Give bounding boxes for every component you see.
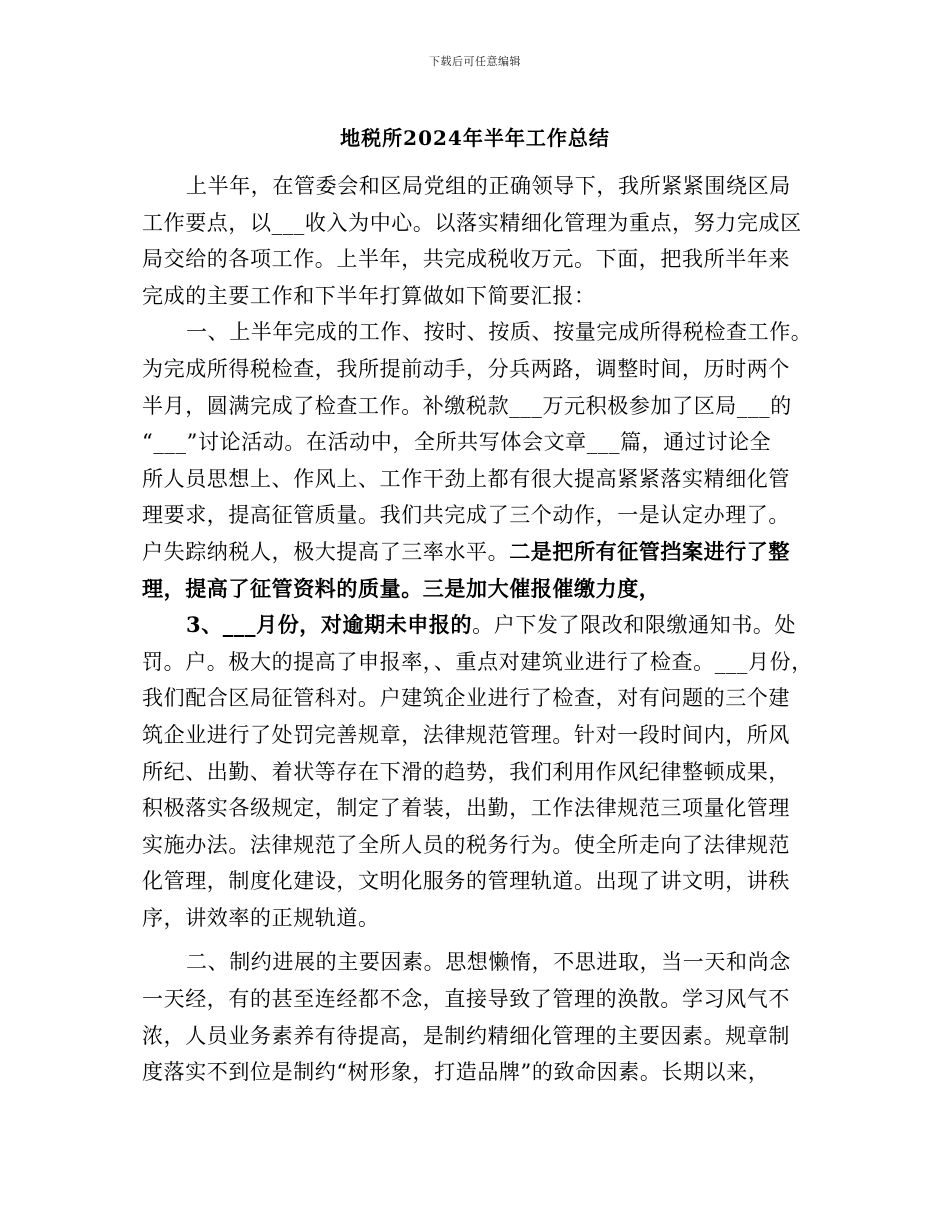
text-line bbox=[142, 754, 830, 791]
section-gap bbox=[142, 936, 830, 944]
line-text: 所纪、出勤、着状等存在下滑的趋势，我们利用作风纪律整顿成果， bbox=[142, 759, 790, 784]
line-bold-text: 二是把所有征管挡案进行了整 bbox=[509, 538, 791, 564]
text-line bbox=[142, 900, 830, 937]
text-line bbox=[142, 241, 830, 278]
text-line bbox=[142, 944, 830, 981]
line-text: 一天经，有的甚至连经都不念，直接导致了管理的涣散。学习风气不 bbox=[142, 987, 790, 1012]
line-text: 度落实不到位是制约“树形象，打造品牌”的致命因素。长期以来， bbox=[142, 1060, 770, 1085]
line-bold-text: 理，提高了征管资料的质量。三是加大催报催缴力度， bbox=[142, 575, 661, 601]
text-line bbox=[142, 424, 830, 461]
line-tail-text: 。户下发了限改和限缴通知书。处 bbox=[472, 613, 797, 638]
text-line bbox=[142, 644, 830, 681]
line-text: 所人员思想上、作风上、工作干劲上都有很大提高紧紧落实精细化管 bbox=[142, 466, 790, 491]
line-text: 完成的主要工作和下半年打算做如下简要汇报： bbox=[142, 283, 596, 308]
line-text: 实施办法。法律规范了全所人员的税务行为。使全所走向了法律规范 bbox=[142, 832, 790, 857]
line-text: 工作要点，以___收入为中心。以落实精细化管理为重点，努力完成区 bbox=[142, 210, 802, 235]
line-text: 筑企业进行了处罚完善规章，法律规范管理。针对一段时间内，所风 bbox=[142, 722, 790, 747]
text-line bbox=[142, 314, 830, 351]
line-text: 为完成所得税检查，我所提前动手，分兵两路，调整时间，历时两个 bbox=[142, 356, 790, 381]
text-line bbox=[142, 1018, 830, 1055]
line-text: 浓，人员业务素养有待提高，是制约精细化管理的主要因素。规章制 bbox=[142, 1023, 790, 1048]
text-line bbox=[142, 827, 830, 864]
line-text: 上半年，在管委会和区局党组的正确领导下，我所紧紧围绕区局 bbox=[186, 174, 791, 198]
line-text: 二、制约进展的主要因素。思想懒惰，不思进取，当一天和尚念 bbox=[186, 950, 791, 975]
header-note: 下载后可任意编辑 bbox=[429, 55, 521, 68]
text-line bbox=[142, 351, 830, 388]
line-text: 我们配合区局征管科对。户建筑企业进行了检查，对有问题的三个建 bbox=[142, 686, 790, 711]
line-text: 罚。户。极大的提高了申报率，、重点对建筑业进行了检查。___月份， bbox=[142, 649, 813, 674]
line-text: 积极落实各级规定，制定了着装，出勤，工作法律规范三项量化管理 bbox=[142, 796, 790, 821]
text-line bbox=[142, 680, 830, 717]
line-text: 局交给的各项工作。上半年，共完成税收万元。下面，把我所半年来 bbox=[142, 247, 790, 272]
text-line bbox=[142, 534, 830, 571]
text-line bbox=[142, 790, 830, 827]
line-text: “___”讨论活动。在活动中，全所共写体会文章___篇，通过讨论全 bbox=[142, 430, 772, 455]
line-bold-text: 3、___月份，对逾期未申报的 bbox=[186, 612, 473, 638]
line-text: 半月，圆满完成了检查工作。补缴税款___万元积极参加了区局___的 bbox=[142, 393, 792, 418]
text-line bbox=[142, 717, 830, 754]
line-text: 理要求，提高征管质量。我们共完成了三个动作，一是认定办理了。 bbox=[142, 503, 790, 528]
document-body bbox=[142, 168, 830, 1091]
line-text: 化管理，制度化建设，文明化服务的管理轨道。出现了讲文明，讲秩 bbox=[142, 869, 790, 894]
text-line bbox=[142, 205, 830, 242]
text-line bbox=[142, 278, 830, 315]
document-title: 地税所2024年半年工作总结 bbox=[340, 126, 610, 150]
line-text: 序，讲效率的正规轨道。 bbox=[142, 905, 380, 930]
text-line bbox=[142, 571, 830, 608]
text-line bbox=[142, 863, 830, 900]
line-text: 户失踪纳税人，极大提高了三率水平。 bbox=[142, 539, 510, 564]
text-line bbox=[142, 461, 830, 498]
text-line bbox=[142, 168, 830, 205]
text-line bbox=[142, 1054, 830, 1091]
line-text: 一、上半年完成的工作、按时、按质、按量完成所得税检查工作。 bbox=[186, 320, 813, 345]
text-line bbox=[142, 981, 830, 1018]
text-line bbox=[142, 497, 830, 534]
text-line bbox=[142, 388, 830, 425]
text-line bbox=[142, 607, 830, 644]
